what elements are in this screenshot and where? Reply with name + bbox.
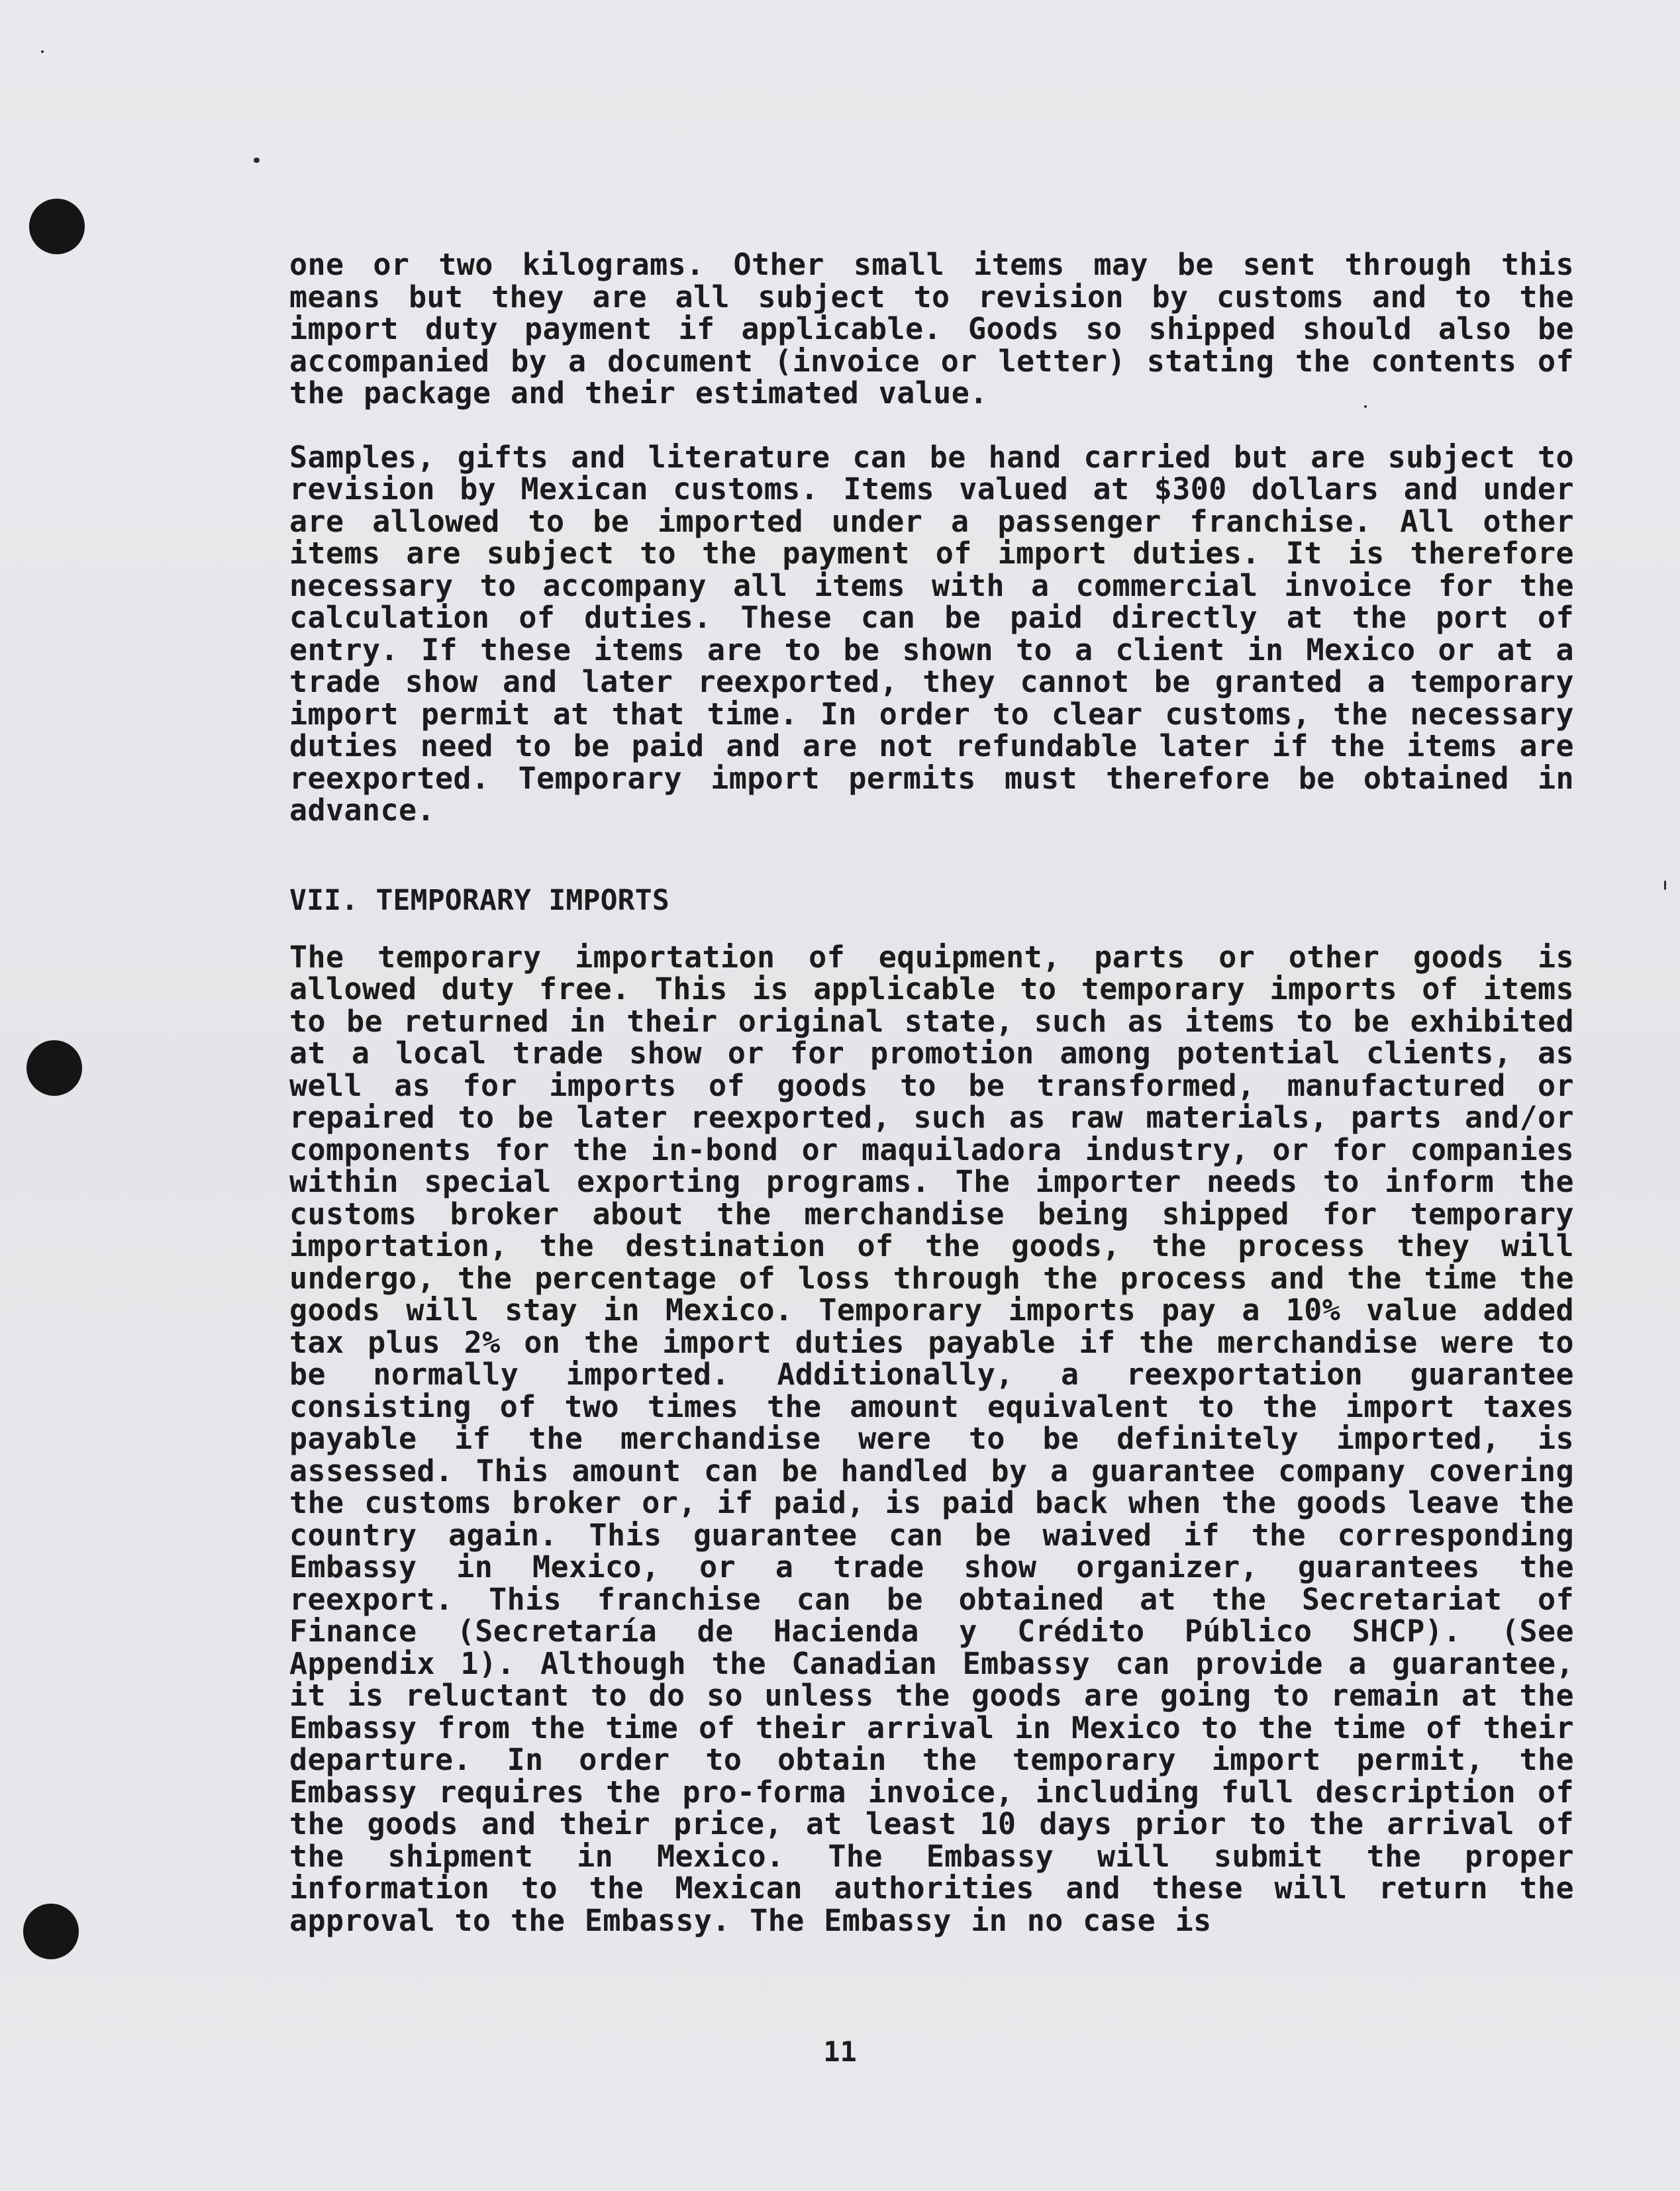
scan-speck <box>254 158 260 163</box>
binder-hole-bottom <box>23 1904 79 1959</box>
scan-speck <box>41 50 44 53</box>
page-body <box>289 249 1574 1937</box>
paragraph-samples-gifts-literature: Samples, gifts and literature can be hand carried but are subject to revision by Mexican customs. Items valued at $300 dollars and under are allowed to be imported under a passenger franchise. All other items are subject to the payment of import duties. It is therefore necessary to accompany all items with a commercial invoice for the calculation of duties. These can be paid directly at the port of entry. If these items are to be shown to a client in Mexico or at a trade show and later reexported, they cannot be granted a temporary import permit at that time. In order to clear customs, the necessary duties need to be paid and are not refundable later if the items are reexported. Temporary import permits must therefore be obtained in advance. <box>289 439 1574 828</box>
binder-hole-middle <box>26 1040 82 1096</box>
page-number: 11 <box>823 2035 857 2068</box>
section-heading: VII. TEMPORARY IMPORTS <box>289 883 669 917</box>
scan-speck <box>1664 881 1666 890</box>
paragraph-temporary-imports: The temporary importation of equipment, parts or other goods is allowed duty free. This is applicable to temporary imports of items to be returned in their original state, such as items to be exhibited at a local trade show or for promotion among potential clients, as well as for imports of goods to be transformed, manufactured or repaired to be later reexported, such as raw materials, parts and/or components for the in-bond or maquiladora industry, or for companies within special exporting programs. The importer needs to inform the customs broker about the merchandise being shipped for temporary importation, the destination of the goods, the process they will undergo, the percentage of loss through the process and the time the goods will stay in Mexico. Temporary imports pay a 10% value added tax plus 2% on the import duties payable if the merchandise were to be normally imported. Additionally, a reexportation guarantee consisting of two times the amount equivalent to the import taxes payable if the merchandise were to be definitely imported, is assessed. This amount can be handled by a guarantee company covering the customs broker or, if paid, is paid back when the goods leave the country again. This guarantee can be waived if the corresponding Embassy in Mexico, or a trade show organizer, guarantees the reexport. This franchise can be obtained at the Secretariat of Finance (Secretaría de Hacienda y Crédito Público SHCP). (See Appendix 1). Although the Canadian Embassy can provide a guarantee, it is reluctant to do so unless the goods are going to remain at the Embassy from the time of their arrival in Mexico to the time of their departure. In order to obtain the temporary import permit, the Embassy requires the pro-forma invoice, including full description of the goods and their price, at least 10 days prior to the arrival of the shipment in Mexico. The Embassy will submit the proper information to the Mexican authorities and these will return the approval to the Embassy. The Embassy in no case is <box>289 939 1574 1938</box>
paragraph-continuation: one or two kilograms. Other small items may be sent through this means but they are all subject to revision by customs and to the import duty payment if applicable. Goods so shipped should also be accompanied by a document (invoice or letter) stating the contents of the package and their estimated value. <box>289 247 1574 411</box>
binder-hole-top <box>29 199 85 254</box>
